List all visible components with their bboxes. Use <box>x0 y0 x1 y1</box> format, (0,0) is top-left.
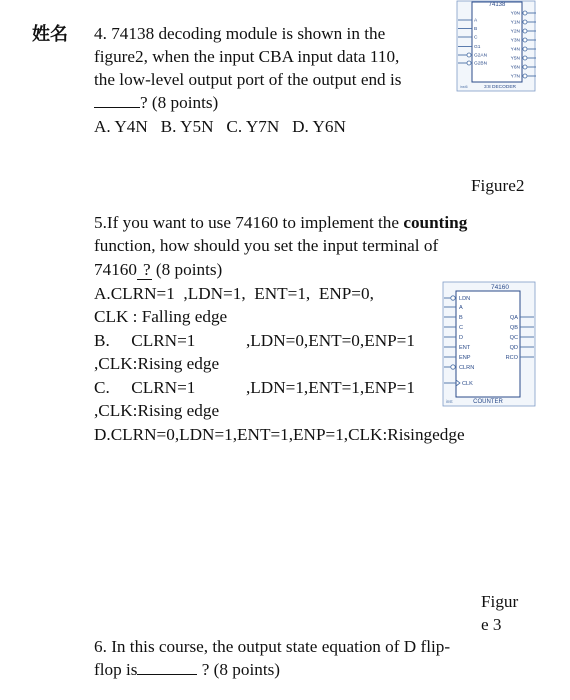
q4-options: A. Y4N B. Y5N C. Y7N D. Y6N <box>94 117 346 136</box>
decoder-output-bubble <box>523 11 527 15</box>
decoder-input-label: C <box>474 35 478 41</box>
decoder-output-bubble <box>523 29 527 33</box>
decoder-output-label: Y1N <box>510 20 520 26</box>
decoder-output-bubble <box>523 47 527 51</box>
decoder-input-label: A <box>474 18 478 24</box>
counter-output-label: QB <box>509 325 518 331</box>
q5-line-1-bold: counting <box>403 213 468 232</box>
decoder-input-label: G2BN <box>474 61 488 67</box>
counter-output-label: QD <box>509 345 518 351</box>
q6-points: ? (8 points) <box>197 660 281 679</box>
q6-answer-blank <box>137 659 197 675</box>
q6-line-1: 6. In this course, the output state equation of D flip- <box>94 637 451 656</box>
decoder-input-label: G2AN <box>474 53 488 59</box>
q4-line-2: figure2, when the input CBA input data 110, <box>94 47 400 66</box>
name-label: 姓名 <box>32 24 68 45</box>
decoder-footer: 3:8 DECODER <box>484 85 516 90</box>
q5-line-3-text: 74160 <box>94 260 137 279</box>
decoder-output-bubble <box>523 56 527 60</box>
counter-input-label: CLK <box>462 381 473 387</box>
decoder-inversion-bubble <box>467 61 471 65</box>
decoder-input-label: B <box>474 27 478 33</box>
counter-input-label: C <box>459 325 464 331</box>
decoder-footer-left: inst6 <box>460 85 468 89</box>
q5-line-1 <box>94 212 467 234</box>
counter-title: 74160 <box>490 284 510 291</box>
decoder-output-label: Y2N <box>510 29 520 35</box>
decoder-output-label: Y4N <box>510 47 520 53</box>
q4-line-4 <box>94 92 218 114</box>
counter-input-label: ENT <box>459 345 471 351</box>
q5-answer-blank: ? <box>137 260 152 280</box>
counter-footer: COUNTER <box>473 399 503 405</box>
counter-74160-figure <box>442 281 536 407</box>
answer-blank <box>94 92 140 108</box>
decoder-output-label: Y6N <box>510 65 520 71</box>
decoder-output-bubble <box>523 74 527 78</box>
q4-line-3: the low-level output port of the output end is <box>94 70 402 89</box>
q5-option-a-2: CLK : Falling edge <box>94 307 228 326</box>
q5-points: (8 points) <box>151 260 223 279</box>
q5-option-d: D.CLRN=0,LDN=1,ENT=1,ENP=1,CLK:Risingedge <box>94 425 465 444</box>
counter-input-label: LDN <box>459 296 471 302</box>
q4-points: ? (8 points) <box>140 93 219 112</box>
decoder-output-bubble <box>523 38 527 42</box>
counter-input-label: A <box>459 305 463 311</box>
figure3-caption-2: e 3 <box>481 615 502 634</box>
q5-line-3 <box>94 259 222 281</box>
q5-option-c-1a: C. CLRN=1 <box>94 378 196 397</box>
counter-inversion-bubble <box>451 365 455 369</box>
decoder-74138-figure <box>456 0 538 94</box>
decoder-output-label: Y0N <box>510 11 520 17</box>
q5-line-1-text: 5.If you want to use 74160 to implement the <box>94 213 404 232</box>
counter-input-label: D <box>459 335 464 341</box>
decoder-inversion-bubble <box>467 53 471 57</box>
figure3-caption-1: Figur <box>481 592 519 611</box>
counter-footer-left: inst <box>446 399 453 404</box>
counter-input-label: B <box>459 315 463 321</box>
q5-option-c-2: ,CLK:Rising edge <box>94 401 220 420</box>
counter-input-label: CLRN <box>459 365 475 371</box>
q6-line-2 <box>94 659 280 681</box>
q5-option-b-2: ,CLK:Rising edge <box>94 354 220 373</box>
counter-inversion-bubble <box>451 296 455 300</box>
decoder-output-label: Y7N <box>510 74 520 80</box>
decoder-input-label: G1 <box>474 45 481 51</box>
counter-output-label: QA <box>509 315 518 321</box>
decoder-output-label: Y3N <box>510 38 520 44</box>
q5-option-a-1: A.CLRN=1 ,LDN=1, ENT=1, ENP=0, <box>94 284 374 303</box>
decoder-title: 74138 <box>488 2 506 8</box>
figure2-caption: Figure2 <box>471 176 525 195</box>
q5-line-2: function, how should you set the input terminal of <box>94 236 439 255</box>
decoder-output-label: Y5N <box>510 56 520 62</box>
counter-input-label: ENP <box>459 355 471 361</box>
q5-option-c-1b: ,LDN=1,ENT=1,ENP=1 <box>246 378 415 397</box>
q4-line-1: 4. 74138 decoding module is shown in the <box>94 24 386 43</box>
counter-output-label: QC <box>509 335 518 341</box>
decoder-output-bubble <box>523 65 527 69</box>
q5-option-b-1b: ,LDN=0,ENT=0,ENP=1 <box>246 331 415 350</box>
counter-output-label: RCO <box>505 355 518 361</box>
q6-line-2-text: flop is <box>94 660 138 679</box>
decoder-output-bubble <box>523 20 527 24</box>
q5-option-b-1a: B. CLRN=1 <box>94 331 196 350</box>
